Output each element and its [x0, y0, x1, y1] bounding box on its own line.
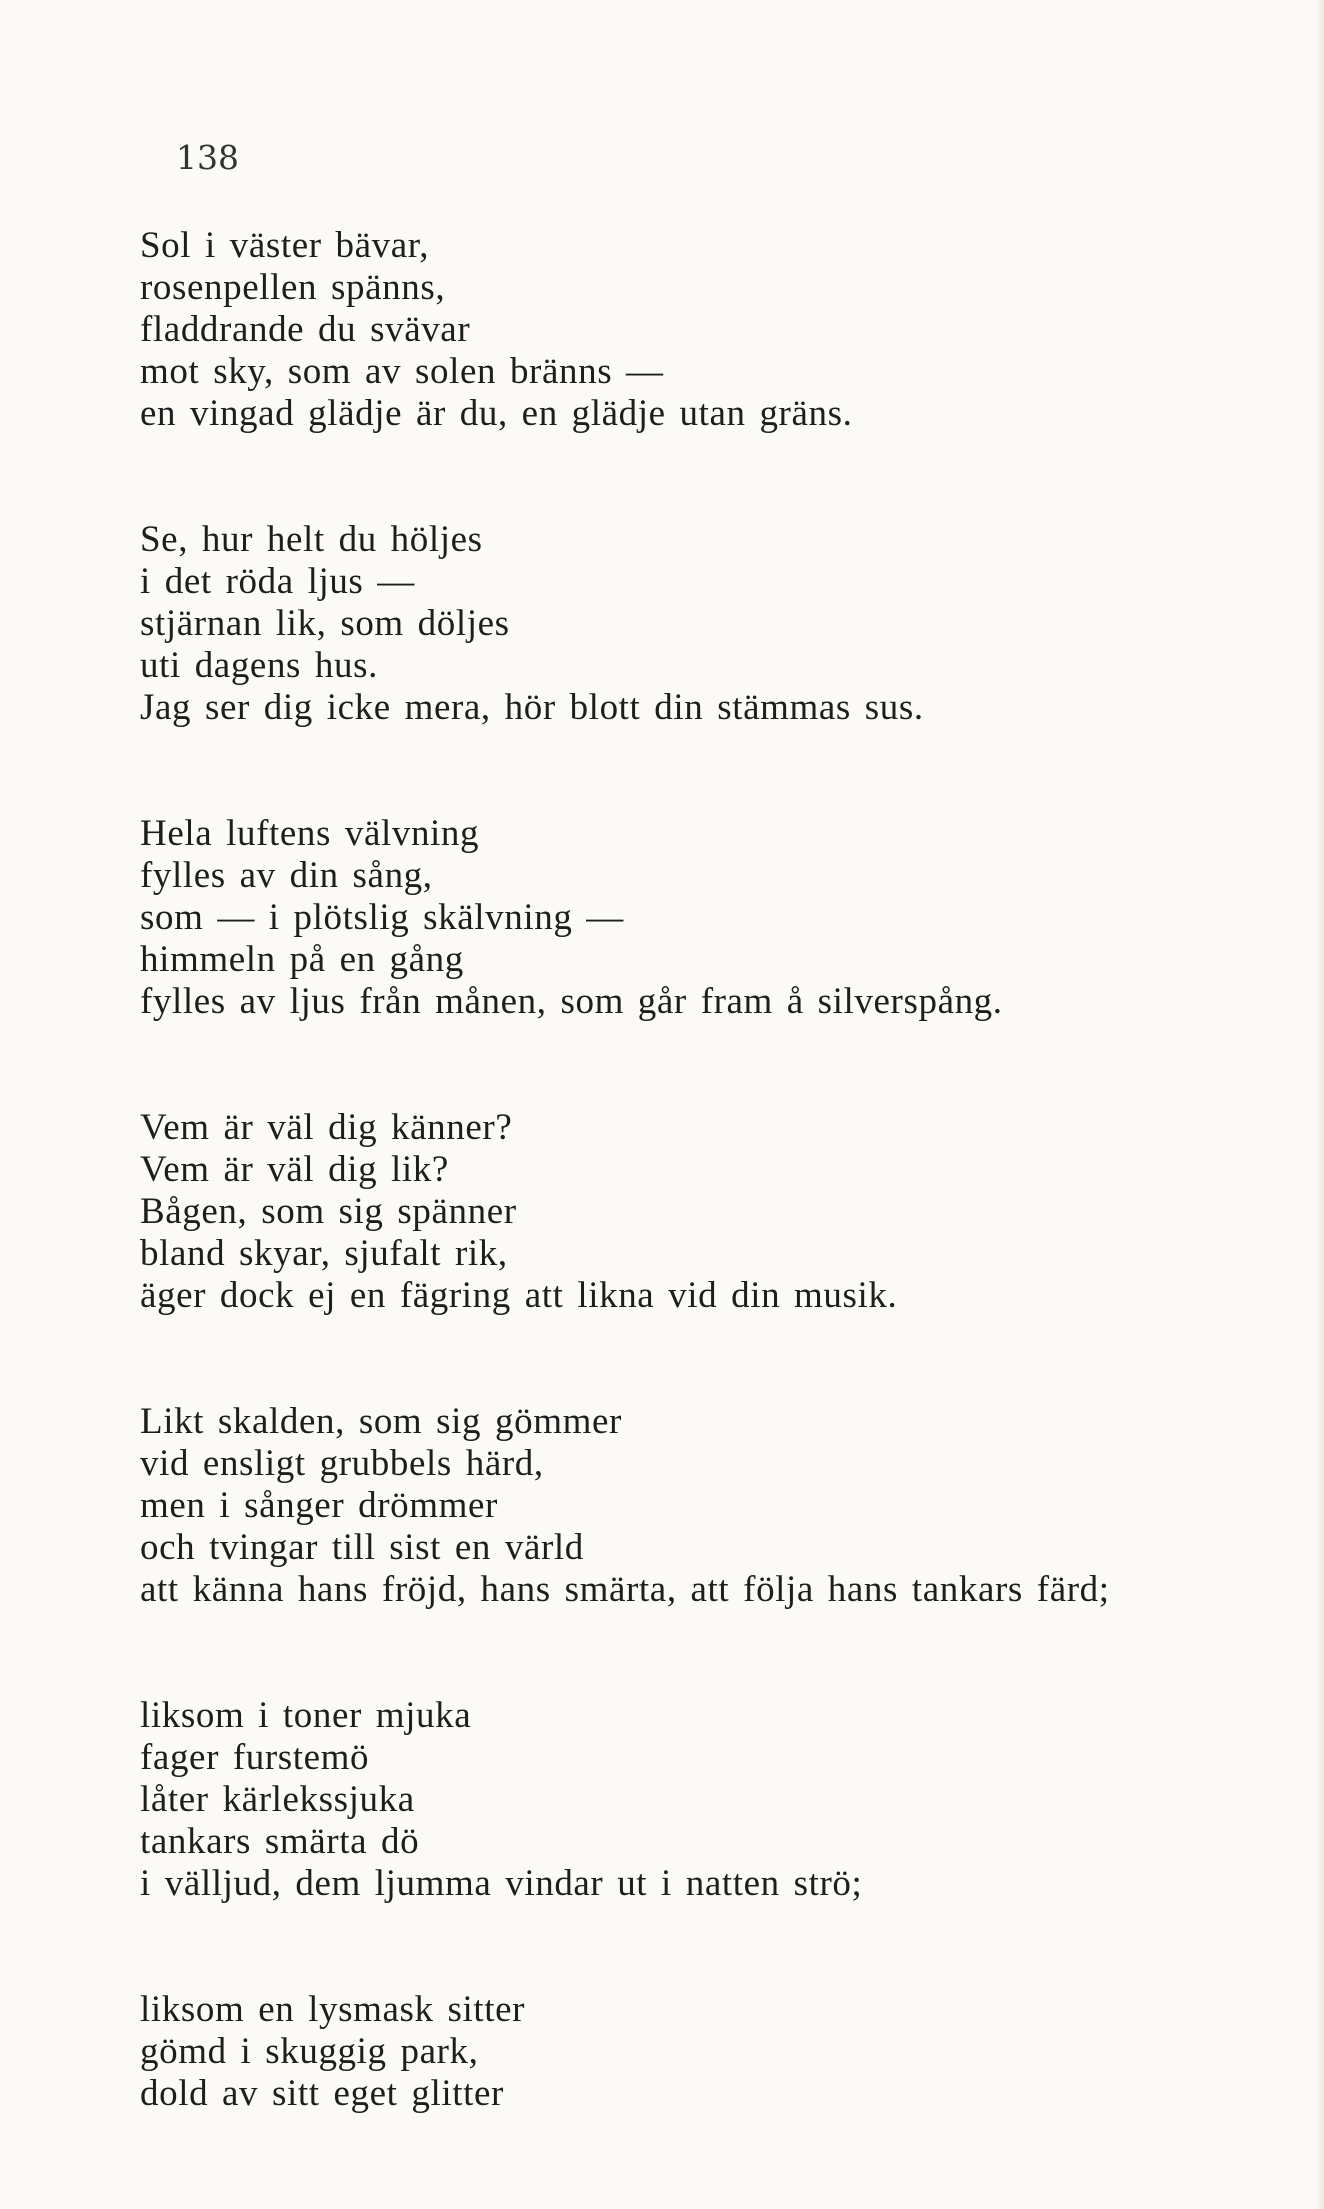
poem-line: som — i plötslig skälvning —	[140, 897, 624, 938]
stanza	[140, 1695, 1260, 1905]
stanza	[140, 519, 1260, 729]
poem-line: liksom i toner mjuka	[140, 1695, 472, 1736]
stanza	[140, 225, 1260, 435]
poem-line: Hela luftens välvning	[140, 813, 480, 854]
poem-line: Likt skalden, som sig gömmer	[140, 1401, 622, 1442]
stanza	[140, 1107, 1260, 1317]
poem-line: låter kärlekssjuka	[140, 1779, 415, 1820]
poem-line: men i sånger drömmer	[140, 1485, 498, 1526]
poem-line: rosenpellen spänns,	[140, 267, 446, 308]
page-number: 138	[176, 138, 239, 177]
poem-line: stjärnan lik, som döljes	[140, 603, 510, 644]
poem-line: Jag ser dig icke mera, hör blott din stämmas sus.	[140, 687, 924, 728]
stanza	[140, 813, 1260, 1023]
poem-line: fylles av ljus från månen, som går fram å silverspång.	[140, 981, 1003, 1022]
poem-line: att känna hans fröjd, hans smärta, att följa hans tankars färd;	[140, 1569, 1110, 1610]
poem-line: fager furstemö	[140, 1737, 370, 1778]
poem-line: i välljud, dem ljumma vindar ut i natten strö;	[140, 1863, 863, 1904]
poem-line: en vingad glädje är du, en glädje utan gräns.	[140, 393, 853, 434]
poem-line: uti dagens hus.	[140, 645, 378, 686]
poem-line: Bågen, som sig spänner	[140, 1191, 517, 1232]
poem-line: mot sky, som av solen bränns —	[140, 351, 664, 392]
poem-line: bland skyar, sjufalt rik,	[140, 1233, 508, 1274]
poem-line: fylles av din sång,	[140, 855, 433, 896]
poem-line: liksom en lysmask sitter	[140, 1989, 526, 2030]
stanza	[140, 1401, 1260, 1611]
poem-line: äger dock ej en fägring att likna vid din musik.	[140, 1275, 898, 1316]
poem-line: Se, hur helt du höljes	[140, 519, 483, 560]
poem-line: Vem är väl dig lik?	[140, 1149, 449, 1190]
poem-line: vid ensligt grubbels härd,	[140, 1443, 544, 1484]
poem-line: dold av sitt eget glitter	[140, 2073, 504, 2114]
poem-line: tankars smärta dö	[140, 1821, 420, 1862]
stanza	[140, 1989, 1260, 2115]
poem-text	[140, 225, 1260, 2115]
poem-line: fladdrande du svävar	[140, 309, 471, 350]
poem-line: Sol i väster bävar,	[140, 225, 430, 266]
poem-line: Vem är väl dig känner?	[140, 1107, 513, 1148]
poem-line: och tvingar till sist en värld	[140, 1527, 584, 1568]
poem-line: gömd i skuggig park,	[140, 2031, 479, 2072]
poem-line: i det röda ljus —	[140, 561, 415, 602]
poem-line: himmeln på en gång	[140, 939, 464, 980]
